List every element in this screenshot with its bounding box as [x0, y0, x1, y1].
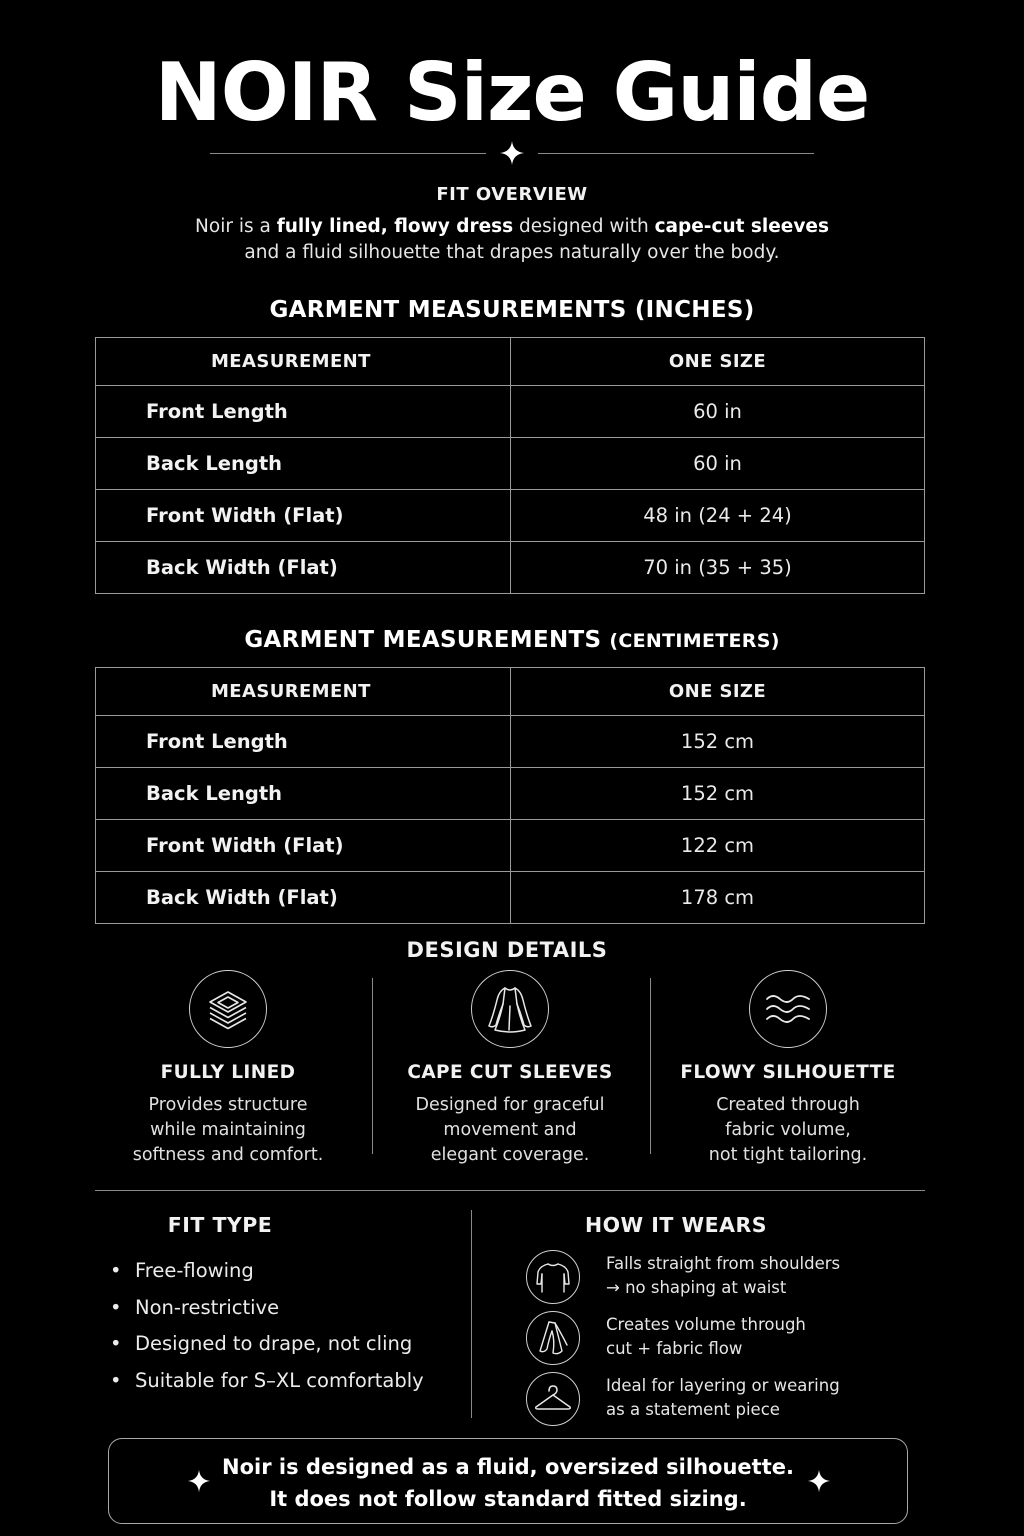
- how-it-wears-text: [606, 1374, 840, 1422]
- bullet-icon: •: [110, 1368, 122, 1392]
- list-item-text: Suitable for S–XL comfortably: [135, 1368, 424, 1392]
- feature-description-line: Designed for graceful: [415, 1095, 605, 1115]
- table-row: [96, 768, 925, 820]
- measurement-value: 178 cm: [511, 872, 925, 924]
- page-title: NOIR Size Guide: [154, 46, 870, 139]
- layers-icon: [189, 970, 267, 1048]
- how-it-wears-line: Ideal for layering or wearing: [606, 1376, 840, 1395]
- dress-icon: [471, 970, 549, 1048]
- bullet-icon: •: [110, 1295, 122, 1319]
- feature-description: [88, 1093, 368, 1168]
- footer-note-line-1: Noir is designed as a fluid, oversized silhouette.: [222, 1455, 794, 1479]
- measurement-value: 48 in (24 + 24): [511, 490, 925, 542]
- feature-flowy-silhouette: [648, 968, 928, 1168]
- feature-description-line: movement and: [443, 1120, 577, 1140]
- how-it-wears-line: as a statement piece: [606, 1400, 780, 1419]
- column-separator: [471, 1210, 472, 1418]
- column-header-one-size: ONE SIZE: [511, 338, 925, 386]
- how-it-wears-item: [526, 1372, 906, 1428]
- section-divider: [95, 1190, 925, 1191]
- fabric-flow-icon: [526, 1311, 580, 1365]
- list-item: [110, 1290, 424, 1327]
- bullet-icon: •: [110, 1259, 122, 1282]
- how-it-wears-line: cut + fabric flow: [606, 1339, 743, 1358]
- how-it-wears-item: [526, 1250, 906, 1306]
- column-header-measurement: MEASUREMENT: [96, 668, 511, 716]
- table-row: [96, 820, 925, 872]
- sparkle-icon: [807, 1469, 831, 1493]
- fit-overview-text: [150, 214, 874, 266]
- list-item-text: Designed to drape, not cling: [135, 1332, 413, 1355]
- shoulders-icon: [526, 1250, 580, 1304]
- how-it-wears-text: [606, 1313, 806, 1361]
- feature-description-line: Created through: [716, 1095, 860, 1115]
- feature-description-line: softness and comfort.: [132, 1145, 324, 1165]
- measurement-label: Front Width (Flat): [96, 490, 511, 542]
- feature-description-line: not tight tailoring.: [708, 1145, 868, 1165]
- table-row: [96, 386, 925, 438]
- cm-table-title: [0, 627, 1024, 653]
- table-row: [96, 716, 925, 768]
- measurement-value: 122 cm: [511, 820, 925, 872]
- bullet-icon: •: [110, 1332, 122, 1355]
- list-item: [110, 1363, 424, 1400]
- feature-description-line: Provides structure: [148, 1095, 308, 1115]
- table-row: [96, 438, 925, 490]
- how-it-wears-heading: HOW IT WEARS: [584, 1213, 768, 1237]
- feature-cape-cut-sleeves: [370, 968, 650, 1168]
- table-header-row: [96, 338, 925, 386]
- hanger-icon: [526, 1372, 580, 1426]
- measurement-value: 152 cm: [511, 716, 925, 768]
- cm-table-title-unit: (CENTIMETERS): [609, 630, 780, 652]
- list-item-text: Free-flowing: [135, 1259, 254, 1282]
- feature-title: FLOWY SILHOUETTE: [680, 1062, 896, 1083]
- design-details-heading: DESIGN DETAILS: [406, 938, 608, 962]
- feature-description-line: fabric volume,: [725, 1120, 851, 1140]
- table-row: [96, 872, 925, 924]
- list-item: [110, 1253, 424, 1290]
- fit-overview-heading: FIT OVERVIEW: [436, 184, 588, 205]
- feature-description: [648, 1093, 928, 1168]
- measurement-label: Front Width (Flat): [96, 820, 511, 872]
- column-header-one-size: ONE SIZE: [511, 668, 925, 716]
- table-row: [96, 542, 925, 594]
- measurement-label: Back Length: [96, 438, 511, 490]
- inches-table-title: GARMENT MEASUREMENTS (INCHES): [269, 297, 755, 323]
- footer-note: [109, 1451, 907, 1515]
- footer-note-box: [108, 1438, 908, 1524]
- fit-type-heading: FIT TYPE: [167, 1213, 273, 1237]
- how-it-wears-text: [606, 1252, 840, 1300]
- feature-description: [370, 1093, 650, 1168]
- fit-overview-line-2: and a fluid silhouette that drapes naturally over the body.: [244, 242, 780, 263]
- how-it-wears-item: [526, 1311, 906, 1367]
- how-it-wears-line: Falls straight from shoulders: [606, 1254, 841, 1273]
- how-it-wears-line: → no shaping at waist: [606, 1278, 787, 1297]
- fit-type-list: [110, 1253, 424, 1399]
- feature-fully-lined: [88, 968, 368, 1168]
- list-item-text: Non-restrictive: [135, 1295, 280, 1319]
- measurement-value: 70 in (35 + 35): [511, 542, 925, 594]
- how-it-wears-line: Creates volume through: [606, 1315, 806, 1334]
- measurement-label: Back Width (Flat): [96, 872, 511, 924]
- feature-title: CAPE CUT SLEEVES: [407, 1062, 613, 1083]
- feature-description-line: while maintaining: [150, 1120, 306, 1140]
- measurement-value: 60 in: [511, 438, 925, 490]
- table-row: [96, 490, 925, 542]
- measurement-label: Back Width (Flat): [96, 542, 511, 594]
- feature-title: FULLY LINED: [160, 1062, 296, 1083]
- waves-icon: [749, 970, 827, 1048]
- title-divider-left: [210, 153, 486, 154]
- measurement-label: Back Length: [96, 768, 511, 820]
- feature-description-line: elegant coverage.: [430, 1145, 590, 1165]
- list-item: [110, 1326, 424, 1363]
- measurement-label: Front Length: [96, 386, 511, 438]
- sparkle-icon: [499, 140, 525, 166]
- inches-table: [95, 337, 925, 594]
- measurement-value: 152 cm: [511, 768, 925, 820]
- cm-table: [95, 667, 925, 924]
- title-divider-right: [538, 153, 814, 154]
- column-header-measurement: MEASUREMENT: [96, 338, 511, 386]
- cm-table-title-main: GARMENT MEASUREMENTS: [244, 627, 602, 653]
- fit-overview-line-1: Noir is a fully lined, flowy dress designed with cape-cut sleeves: [195, 216, 829, 237]
- measurement-value: 60 in: [511, 386, 925, 438]
- table-header-row: [96, 668, 925, 716]
- footer-note-line-2: It does not follow standard fitted sizing.: [269, 1487, 747, 1511]
- measurement-label: Front Length: [96, 716, 511, 768]
